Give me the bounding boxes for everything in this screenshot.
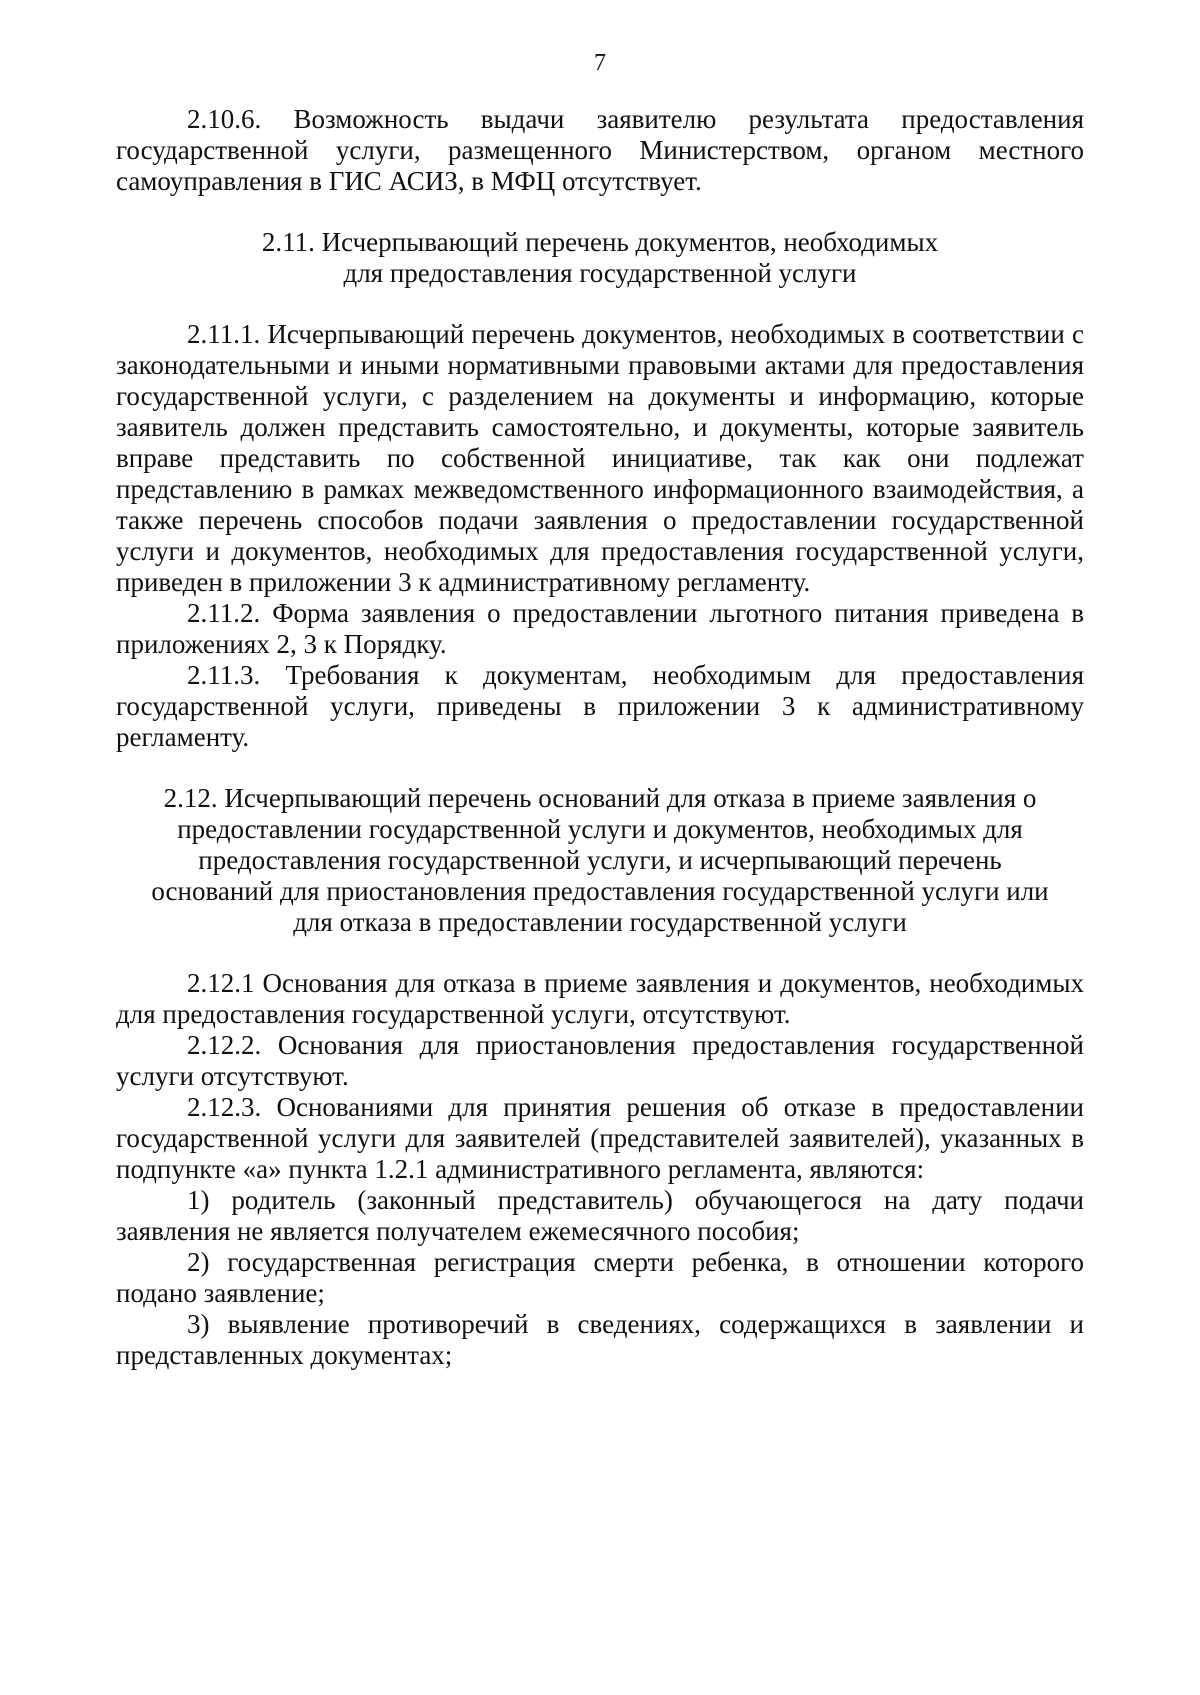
section-heading-2-12-line: для отказа в предоставлении государственной услуги [293, 907, 907, 937]
list-item-3: 3) выявление противоречий в сведениях, содержащихся в заявлении и представленных документах; [116, 1309, 1084, 1370]
list-item-2: 2) государственная регистрация смерти ребенка, в отношении которого подано заявление; [116, 1247, 1084, 1308]
section-heading-2-12-line: предоставления государственной услуги, и исчерпывающий перечень [198, 845, 1002, 875]
page-number: 7 [594, 50, 606, 76]
document-body [116, 104, 1084, 1371]
paragraph-2-12-2: 2.12.2. Основания для приостановления предоставления государственной услуги отсутствуют. [116, 1030, 1084, 1091]
section-heading-2-12 [116, 783, 1084, 938]
section-heading-2-12-line: предоставлении государственной услуги и документов, необходимых для [177, 814, 1023, 844]
paragraph-2-11-1: 2.11.1. Исчерпывающий перечень документов, необходимых в соответствии с законодательными и иными нормативными правовыми актами для предоставления государственной услуги, с разделением на документы и информацию, которые заявитель должен представить самостоятельно, и документы, которые заявитель вправе представить по собственной инициативе, так как они подлежат представлению в рамках межведомственного информационного взаимодействия, а также перечень способов подачи заявления о предоставлении государственной услуги и документов, необходимых для предоставления государственной услуги, приведен в приложении 3 к административному регламенту. [116, 319, 1084, 597]
paragraph-2-12-3: 2.12.3. Основаниями для принятия решения об отказе в предоставлении государственной услуги для заявителей (представителей заявителей), указанных в подпункте «а» пункта 1.2.1 административного регламента, являются: [116, 1092, 1084, 1184]
section-heading-2-12-line: 2.12. Исчерпывающий перечень оснований для отказа в приеме заявления о [163, 783, 1037, 813]
paragraph-2-12-1: 2.12.1 Основания для отказа в приеме заявления и документов, необходимых для предоставления государственной услуги, отсутствуют. [116, 968, 1084, 1029]
section-heading-2-11-line: для предоставления государственной услуги [343, 258, 857, 288]
paragraph-2-11-3: 2.11.3. Требования к документам, необходимым для предоставления государственной услуги, приведены в приложении 3 к административному регламенту. [116, 660, 1084, 752]
section-heading-2-12-line: оснований для приостановления предоставления государственной услуги или [151, 876, 1049, 906]
list-item-1: 1) родитель (законный представитель) обучающегося на дату подачи заявления не является получателем ежемесячного пособия; [116, 1185, 1084, 1246]
paragraph-2-10-6: 2.10.6. Возможность выдачи заявителю результата предоставления государственной услуги, размещенного Министерством, органом местного самоуправления в ГИС АСИЗ, в МФЦ отсутствует. [116, 104, 1084, 196]
paragraph-2-11-2: 2.11.2. Форма заявления о предоставлении льготного питания приведена в приложениях 2, 3 к Порядку. [116, 598, 1084, 659]
section-heading-2-11-line: 2.11. Исчерпывающий перечень документов, необходимых [261, 227, 939, 257]
section-heading-2-11 [116, 227, 1084, 289]
